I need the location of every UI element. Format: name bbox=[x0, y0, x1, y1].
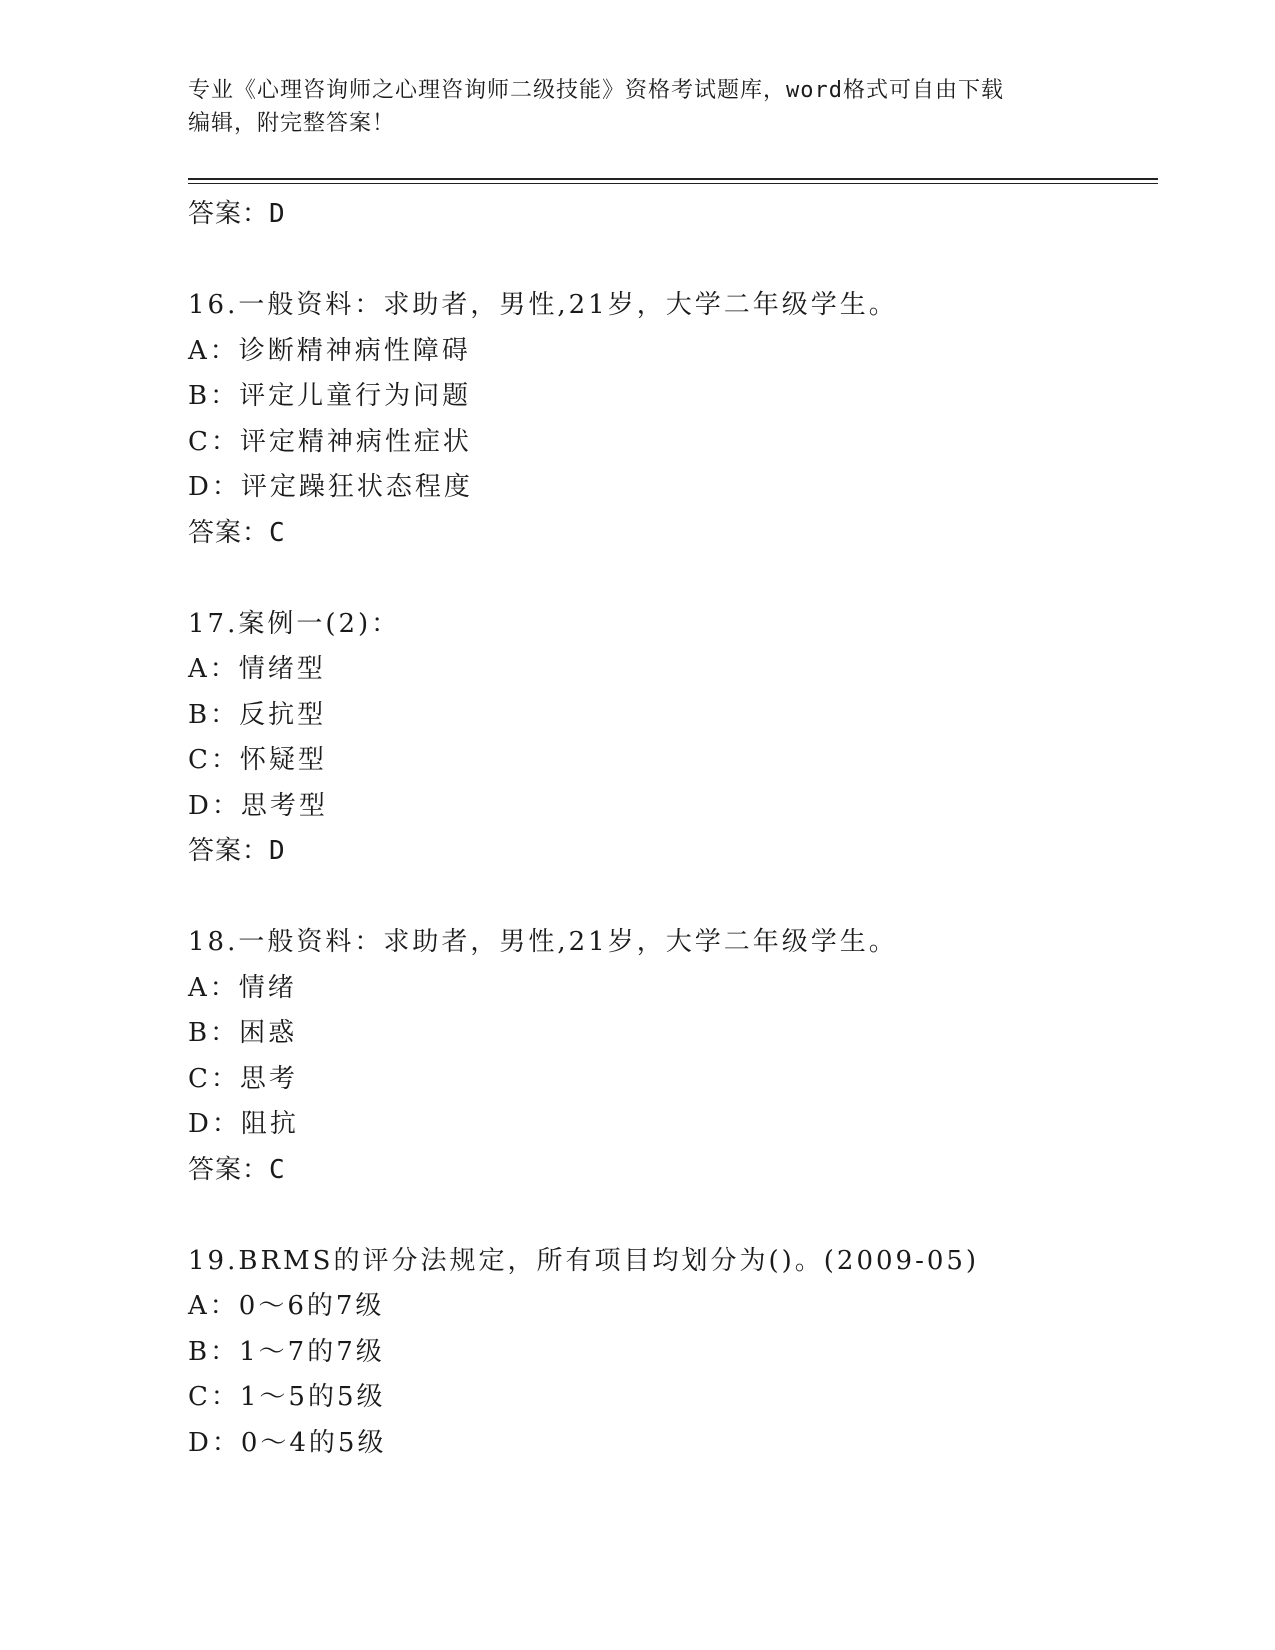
answer-label: 答案： bbox=[188, 517, 270, 548]
answer-value: C bbox=[269, 1154, 286, 1185]
header-divider bbox=[188, 178, 1158, 180]
answer-line bbox=[188, 192, 1158, 238]
option-b: B：反抗型 bbox=[188, 699, 327, 730]
question-list bbox=[188, 192, 1158, 1466]
question-stem: 16.一般资料：求助者，男性,21岁，大学二年级学生。 bbox=[188, 290, 898, 320]
question-16 bbox=[188, 283, 1158, 556]
option-c: C：1～5的5级 bbox=[188, 1382, 386, 1412]
answer-label: 答案： bbox=[188, 1154, 270, 1185]
question-stem: 17.案例一(2)： bbox=[188, 608, 401, 639]
answer-label: 答案： bbox=[188, 836, 270, 866]
answer-value: D bbox=[269, 199, 286, 229]
option-c: C：怀疑型 bbox=[188, 745, 327, 775]
answer-value: D bbox=[269, 836, 286, 866]
header-line-1: 专业《心理咨询师之心理咨询师二级技能》资格考试题库，word格式可自由下载 bbox=[188, 78, 1004, 103]
option-d: D：0～4的5级 bbox=[188, 1427, 387, 1458]
answer-line bbox=[188, 511, 1158, 557]
option-c: C：思考 bbox=[188, 1063, 298, 1094]
option-a: A：0～6的7级 bbox=[188, 1291, 385, 1321]
document-header bbox=[188, 74, 1088, 140]
option-a: A：诊断精神病性障碍 bbox=[188, 335, 471, 366]
option-b: B：困惑 bbox=[188, 1018, 298, 1048]
spacer bbox=[188, 238, 1158, 284]
option-c: C：评定精神病性症状 bbox=[188, 426, 472, 457]
answer-line bbox=[188, 1148, 1158, 1194]
header-divider-thin bbox=[188, 183, 1158, 184]
spacer bbox=[188, 1193, 1158, 1239]
question-17 bbox=[188, 602, 1158, 875]
question-stem: 19.BRMS的评分法规定，所有项目均划分为()。(2009-05) bbox=[188, 1245, 980, 1276]
question-stem: 18.一般资料：求助者，男性,21岁，大学二年级学生。 bbox=[188, 927, 898, 957]
option-b: B：评定儿童行为问题 bbox=[188, 381, 472, 411]
header-line-2: 编辑，附完整答案！ bbox=[188, 111, 396, 136]
option-d: D：思考型 bbox=[188, 790, 328, 821]
option-d: D：阻抗 bbox=[188, 1109, 299, 1139]
question-19 bbox=[188, 1239, 1158, 1467]
option-a: A：情绪 bbox=[188, 972, 297, 1003]
option-b: B：1～7的7级 bbox=[188, 1336, 385, 1367]
question-18 bbox=[188, 920, 1158, 1193]
answer-line bbox=[188, 829, 1158, 875]
option-a: A：情绪型 bbox=[188, 654, 326, 684]
spacer bbox=[188, 556, 1158, 602]
answer-value: C bbox=[269, 517, 286, 548]
option-d: D：评定躁狂状态程度 bbox=[188, 472, 473, 502]
spacer bbox=[188, 875, 1158, 921]
answer-label: 答案： bbox=[188, 199, 270, 229]
